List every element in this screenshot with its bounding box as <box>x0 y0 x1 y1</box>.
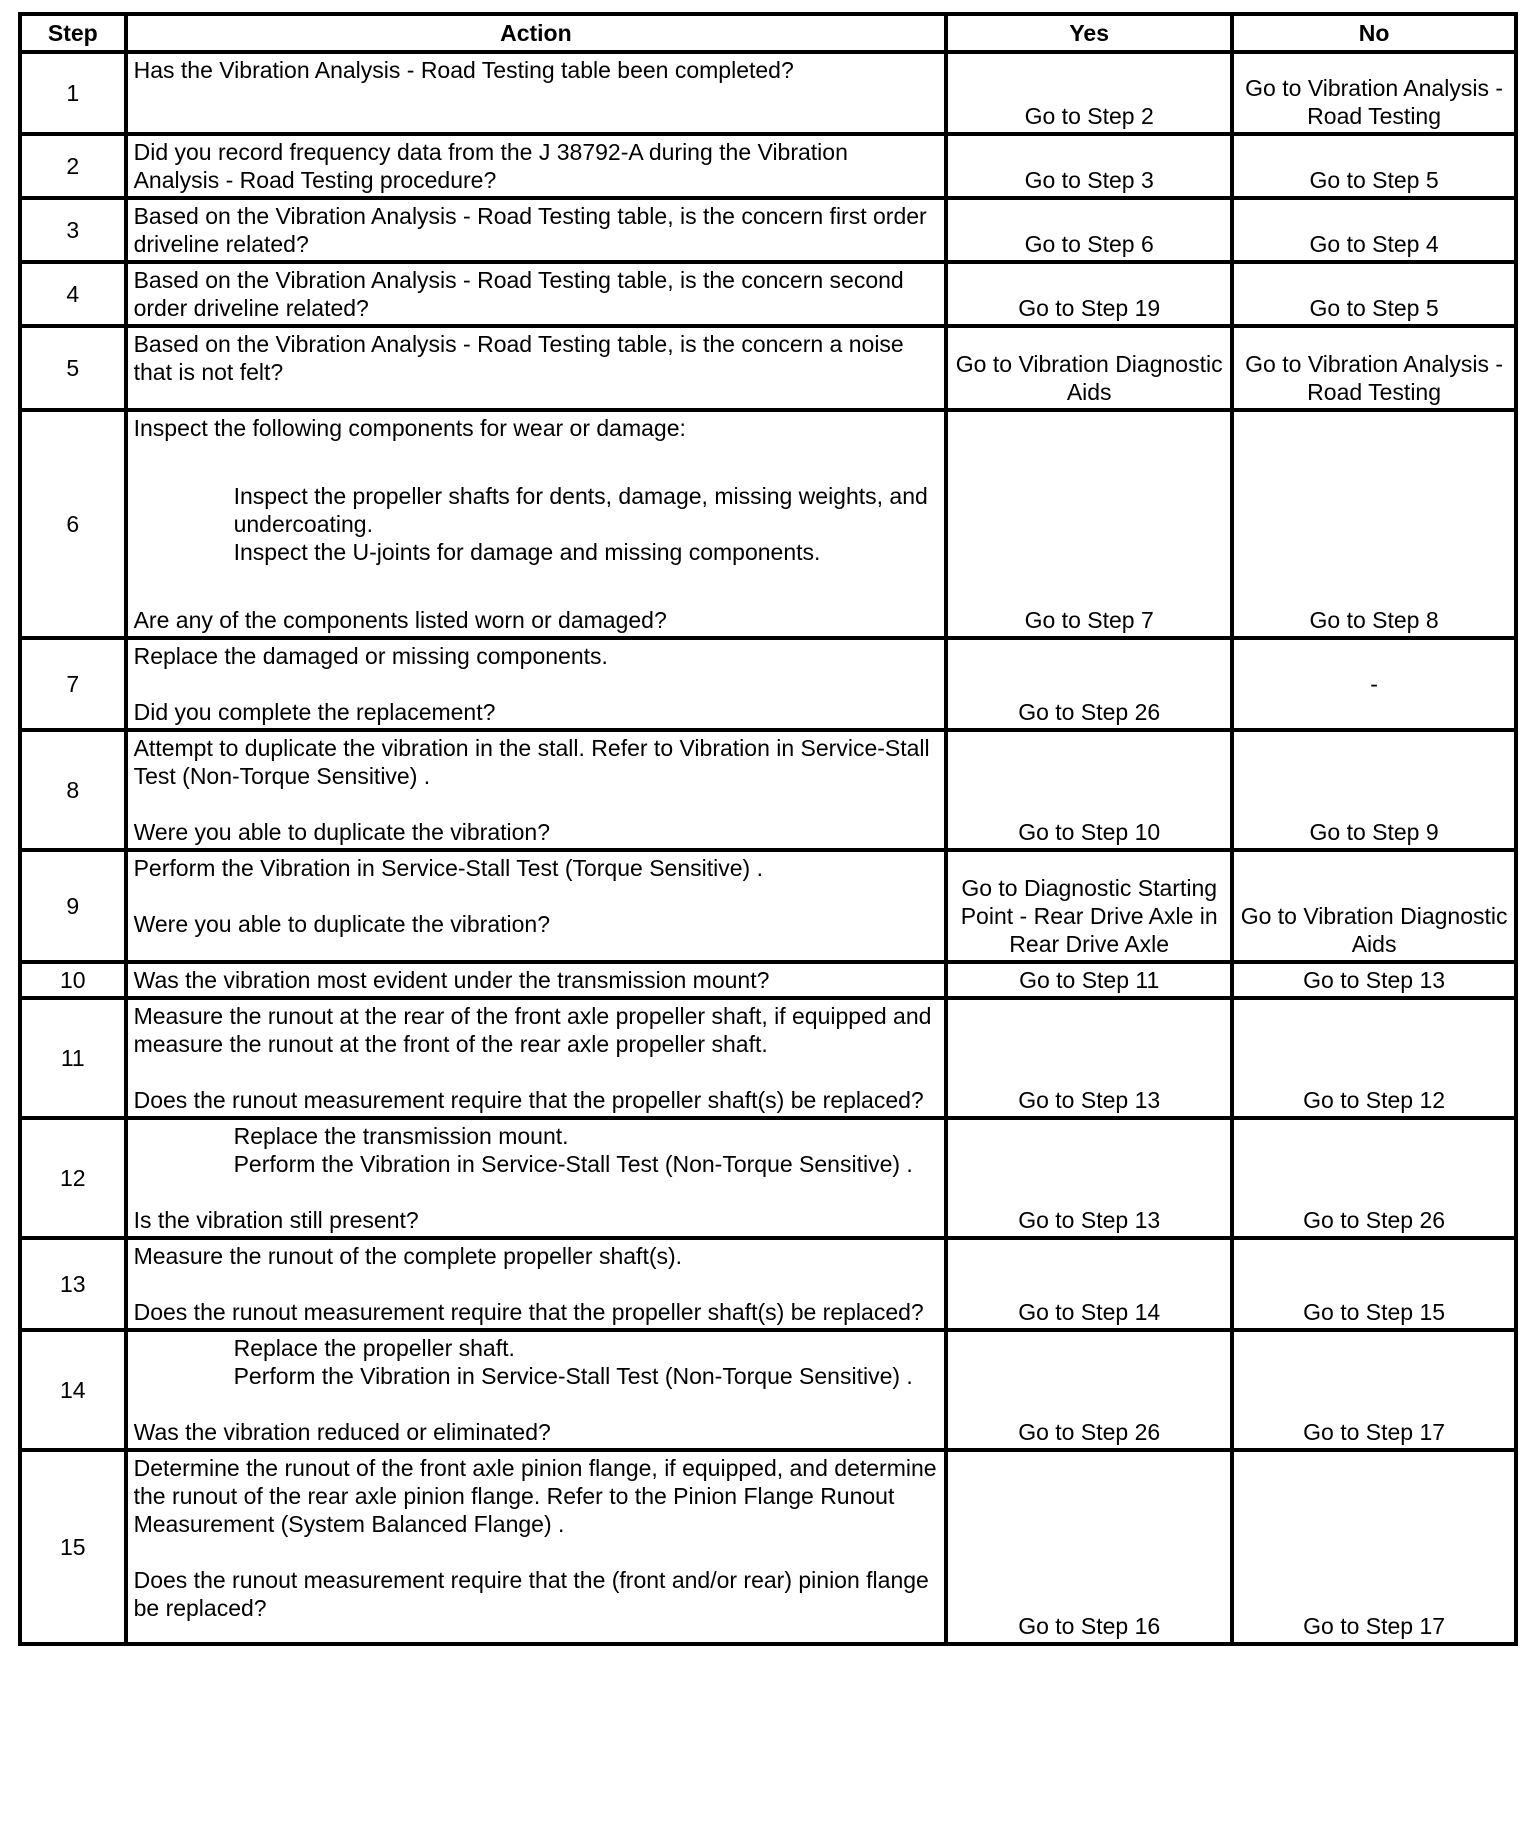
header-action: Action <box>126 14 947 52</box>
no-outcome: Go to Step 15 <box>1232 1238 1516 1330</box>
action-text: Based on the Vibration Analysis - Road Testing table, is the concern second order driveline related? <box>133 267 904 321</box>
action-substep: Perform the Vibration in Service-Stall Test (Non-Torque Sensitive) . <box>233 1151 913 1177</box>
table-row <box>20 962 1516 998</box>
action-substep: Perform the Vibration in Service-Stall Test (Non-Torque Sensitive) . <box>233 1363 913 1389</box>
no-outcome: Go to Step 17 <box>1232 1450 1516 1644</box>
action-substep: Replace the transmission mount. <box>233 1123 569 1149</box>
step-number: 8 <box>20 730 126 850</box>
action-question: Were you able to duplicate the vibration? <box>133 911 550 937</box>
action-text: Did you record frequency data from the J 38792-A during the Vibration Analysis - Road Testing procedure? <box>133 139 848 193</box>
step-number: 13 <box>20 1238 126 1330</box>
no-outcome: Go to Step 8 <box>1232 410 1516 638</box>
diagnostic-table <box>18 12 1518 1646</box>
step-number: 3 <box>20 198 126 262</box>
action-question: Is the vibration still present? <box>133 1207 419 1233</box>
action-substep: Inspect the propeller shafts for dents, damage, missing weights, and undercoating. <box>233 483 928 537</box>
action-text: Was the vibration most evident under the transmission mount? <box>133 967 770 993</box>
header-row <box>20 14 1516 52</box>
no-outcome: Go to Step 13 <box>1232 962 1516 998</box>
table-row <box>20 198 1516 262</box>
action-text: Inspect the following components for wear or damage: <box>133 415 686 441</box>
action-text: Replace the damaged or missing components. <box>133 643 608 669</box>
no-outcome: Go to Step 4 <box>1232 198 1516 262</box>
action-cell <box>126 134 947 198</box>
yes-outcome: Go to Step 26 <box>946 638 1232 730</box>
yes-outcome: Go to Step 19 <box>946 262 1232 326</box>
action-text: Attempt to duplicate the vibration in the stall. Refer to Vibration in Service-Stall Test (Non-Torque Sensitive) . <box>133 735 930 789</box>
action-text: Determine the runout of the front axle pinion flange, if equipped, and determine the runout of the rear axle pinion flange. Refer to the Pinion Flange Runout Measurement (System Balanced Flange) . <box>133 1455 937 1537</box>
step-number: 7 <box>20 638 126 730</box>
action-question: Did you complete the replacement? <box>133 699 496 725</box>
step-number: 2 <box>20 134 126 198</box>
no-outcome: Go to Vibration Diagnostic Aids <box>1232 850 1516 962</box>
action-cell <box>126 326 947 410</box>
table-row <box>20 1330 1516 1450</box>
diagnostic-table-page <box>18 12 1518 1646</box>
step-number: 6 <box>20 410 126 638</box>
yes-outcome: Go to Step 6 <box>946 198 1232 262</box>
header-no: No <box>1232 14 1516 52</box>
action-text: Has the Vibration Analysis - Road Testing table been completed? <box>133 57 794 83</box>
no-outcome: Go to Step 17 <box>1232 1330 1516 1450</box>
yes-outcome: Go to Step 10 <box>946 730 1232 850</box>
yes-outcome: Go to Step 11 <box>946 962 1232 998</box>
yes-outcome: Go to Step 13 <box>946 1118 1232 1238</box>
action-substep: Replace the propeller shaft. <box>233 1335 515 1361</box>
action-cell <box>126 1118 947 1238</box>
action-text: Based on the Vibration Analysis - Road Testing table, is the concern first order driveline related? <box>133 203 927 257</box>
action-text: Perform the Vibration in Service-Stall Test (Torque Sensitive) . <box>133 855 763 881</box>
no-outcome: Go to Vibration Analysis - Road Testing <box>1232 326 1516 410</box>
yes-outcome: Go to Step 3 <box>946 134 1232 198</box>
table-row <box>20 326 1516 410</box>
action-question: Does the runout measurement require that the (front and/or rear) pinion flange be replaced? <box>133 1567 929 1621</box>
yes-outcome: Go to Step 14 <box>946 1238 1232 1330</box>
action-question: Does the runout measurement require that the propeller shaft(s) be replaced? <box>133 1087 924 1113</box>
action-cell <box>126 962 947 998</box>
step-number: 12 <box>20 1118 126 1238</box>
yes-outcome: Go to Step 7 <box>946 410 1232 638</box>
no-outcome: Go to Vibration Analysis - Road Testing <box>1232 52 1516 134</box>
action-question: Was the vibration reduced or eliminated? <box>133 1419 551 1445</box>
step-number: 5 <box>20 326 126 410</box>
action-cell <box>126 410 947 638</box>
table-row <box>20 134 1516 198</box>
action-cell <box>126 850 947 962</box>
action-question: Does the runout measurement require that the propeller shaft(s) be replaced? <box>133 1299 924 1325</box>
action-cell <box>126 1450 947 1644</box>
action-cell <box>126 730 947 850</box>
action-question: Are any of the components listed worn or damaged? <box>133 607 667 633</box>
action-cell <box>126 1238 947 1330</box>
no-outcome: Go to Step 12 <box>1232 998 1516 1118</box>
action-cell <box>126 198 947 262</box>
no-outcome: Go to Step 5 <box>1232 262 1516 326</box>
action-cell <box>126 998 947 1118</box>
action-cell <box>126 52 947 134</box>
table-row <box>20 1238 1516 1330</box>
yes-outcome: Go to Step 13 <box>946 998 1232 1118</box>
step-number: 1 <box>20 52 126 134</box>
no-outcome: Go to Step 5 <box>1232 134 1516 198</box>
table-row <box>20 730 1516 850</box>
header-step: Step <box>20 14 126 52</box>
table-row <box>20 262 1516 326</box>
step-number: 9 <box>20 850 126 962</box>
step-number: 11 <box>20 998 126 1118</box>
step-number: 4 <box>20 262 126 326</box>
table-row <box>20 410 1516 638</box>
table-row <box>20 998 1516 1118</box>
action-text: Measure the runout at the rear of the front axle propeller shaft, if equipped and measure the runout at the front of the rear axle propeller shaft. <box>133 1003 932 1057</box>
action-substep: Inspect the U-joints for damage and missing components. <box>233 539 821 565</box>
step-number: 14 <box>20 1330 126 1450</box>
yes-outcome: Go to Vibration Diagnostic Aids <box>946 326 1232 410</box>
step-number: 10 <box>20 962 126 998</box>
action-cell <box>126 638 947 730</box>
no-outcome: Go to Step 26 <box>1232 1118 1516 1238</box>
yes-outcome: Go to Step 26 <box>946 1330 1232 1450</box>
no-outcome: Go to Step 9 <box>1232 730 1516 850</box>
action-text: Measure the runout of the complete propeller shaft(s). <box>133 1243 683 1269</box>
action-question: Were you able to duplicate the vibration? <box>133 819 550 845</box>
yes-outcome: Go to Diagnostic Starting Point - Rear Drive Axle in Rear Drive Axle <box>946 850 1232 962</box>
header-yes: Yes <box>946 14 1232 52</box>
action-cell <box>126 262 947 326</box>
yes-outcome: Go to Step 16 <box>946 1450 1232 1644</box>
table-row <box>20 52 1516 134</box>
yes-outcome: Go to Step 2 <box>946 52 1232 134</box>
table-row <box>20 638 1516 730</box>
no-outcome: - <box>1232 638 1516 730</box>
action-cell <box>126 1330 947 1450</box>
table-row <box>20 850 1516 962</box>
step-number: 15 <box>20 1450 126 1644</box>
table-row <box>20 1450 1516 1644</box>
action-text: Based on the Vibration Analysis - Road Testing table, is the concern a noise that is not felt? <box>133 331 904 385</box>
table-row <box>20 1118 1516 1238</box>
